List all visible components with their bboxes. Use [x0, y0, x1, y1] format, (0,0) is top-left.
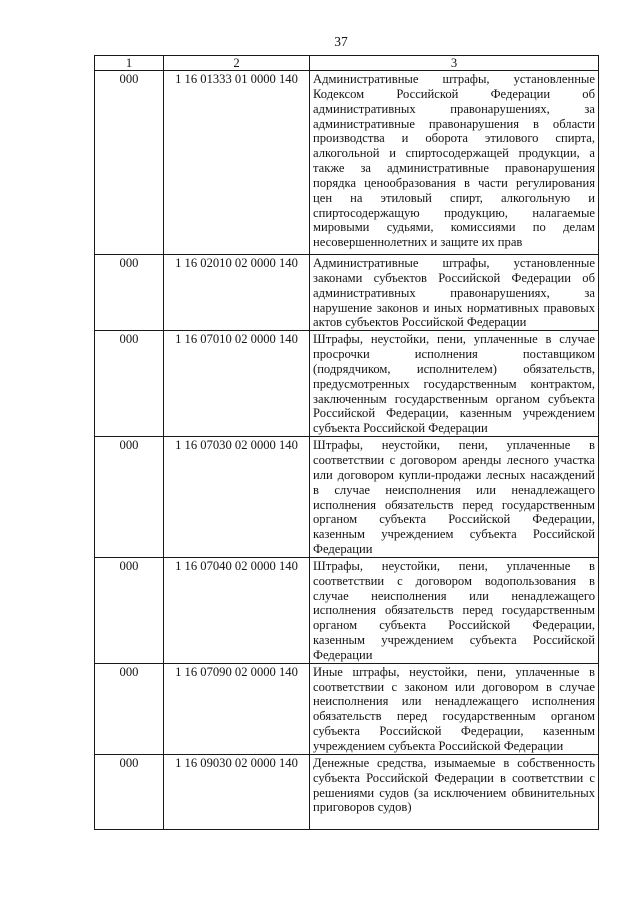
description-line: административных правонарушениях, за: [313, 285, 595, 300]
description-line: несовершеннолетних и защите их прав: [313, 235, 523, 250]
description-line: административных правонарушениях, за: [313, 101, 595, 116]
description-line: Иные штрафы, неустойки, пени, уплаченные в: [313, 664, 595, 679]
description-line: субъекта Российской Федерации, казенным: [313, 724, 595, 739]
description-line: соответствии с договором водопользования в: [313, 573, 595, 588]
description-line: неисполнения или ненадлежащего исполнения: [313, 694, 595, 709]
description-line: соответствии с законом или договором в случае: [313, 679, 595, 694]
description-line: в случае неисполнения или ненадлежащего: [313, 482, 595, 497]
description-line: Федерации: [313, 647, 373, 662]
table-row: [95, 255, 599, 331]
description-line: органом субъекта Российской Федерации,: [313, 512, 595, 527]
budget-classification-code-cell: 1 16 07030 02 0000 140: [164, 437, 310, 558]
table-row: [95, 437, 599, 558]
table-row: [95, 663, 599, 754]
budget-classification-code-cell: 1 16 01333 01 0000 140: [164, 71, 310, 255]
description-line: субъекта Российской Федерации: [313, 421, 488, 436]
description-line: Административные штрафы, установленные: [313, 256, 595, 270]
admin-code-cell: 000: [95, 331, 164, 437]
description-line: учреждением субъекта Российской Федерации: [313, 739, 564, 753]
admin-code-cell: 000: [95, 437, 164, 558]
description-line: также за административные правонарушения: [313, 161, 595, 176]
description-line: спиртосодержащую продукцию, налагаемые: [313, 205, 595, 220]
column-header-1: 1: [95, 56, 164, 71]
description-line: приговоров судов): [313, 800, 412, 815]
page-number: 37: [334, 34, 348, 49]
description-cell: [310, 557, 599, 663]
description-line: субъекта Российской Федерации в соответствии с: [313, 770, 595, 785]
description-line: исполнения обязательств перед государственным: [313, 603, 595, 618]
description-line: заключенным государственным органом субъекта: [313, 391, 595, 406]
table-row: [95, 754, 599, 829]
description-line: предусмотренных государственным контрактом,: [313, 376, 595, 391]
description-line: казенным учреждением субъекта Российской: [313, 633, 595, 648]
admin-code-cell: 000: [95, 255, 164, 331]
description-line: нарушение законов и иных нормативных правовых: [313, 300, 595, 315]
description-line: производства и оборота этилового спирта,: [313, 131, 595, 146]
description-line: административные правонарушения в области: [313, 116, 595, 131]
table-header: [95, 56, 599, 71]
budget-codes-table: [94, 55, 599, 830]
budget-classification-code-cell: 1 16 07010 02 0000 140: [164, 331, 310, 437]
column-header-2: 2: [164, 56, 310, 71]
description-line: мировыми судьями, комиссиями по делам: [313, 220, 595, 235]
description-line: случае неисполнения или ненадлежащего: [313, 588, 595, 603]
description-line: (подрядчиком, исполнителем) обязательств,: [313, 361, 595, 376]
table-body: [95, 71, 599, 830]
admin-code-cell: 000: [95, 754, 164, 829]
description-line: Денежные средства, изымаемые в собственность: [313, 755, 595, 770]
description-line: или договором купли-продажи лесных насаждений: [313, 467, 595, 482]
description-line: Российской Федерации, казенным учреждением: [313, 406, 595, 421]
budget-classification-code-cell: 1 16 09030 02 0000 140: [164, 754, 310, 829]
description-line: порядка ценообразования в части регулирования: [313, 175, 595, 190]
description-line: Административные штрафы, установленные: [313, 72, 595, 86]
budget-classification-code-cell: 1 16 07090 02 0000 140: [164, 663, 310, 754]
description-cell: [310, 437, 599, 558]
description-line: Федерации: [313, 542, 373, 557]
description-line: решениями судов (за исключением обвинительных: [313, 785, 595, 800]
description-line: законами субъектов Российской Федерации об: [313, 270, 595, 285]
description-line: актов субъектов Российской Федерации: [313, 315, 527, 330]
description-cell: [310, 71, 599, 255]
table-row: [95, 331, 599, 437]
budget-classification-code-cell: 1 16 02010 02 0000 140: [164, 255, 310, 331]
description-line: соответствии с договором аренды лесного участка: [313, 452, 595, 467]
description-cell: [310, 663, 599, 754]
admin-code-cell: 000: [95, 71, 164, 255]
description-cell: [310, 754, 599, 829]
description-line: казенным учреждением субъекта Российской: [313, 527, 595, 542]
table-row: [95, 71, 599, 255]
table-header-row: [95, 56, 599, 71]
admin-code-cell: 000: [95, 663, 164, 754]
description-line: обязательств перед государственным органом: [313, 709, 595, 724]
description-line: цен на этиловый спирт, алкогольную и: [313, 190, 595, 205]
description-line: Кодексом Российской Федерации об: [313, 86, 595, 101]
description-line: Штрафы, неустойки, пени, уплаченные в: [313, 558, 595, 573]
table-row: [95, 557, 599, 663]
description-line: алкогольной и спиртосодержащей продукции, а: [313, 146, 595, 161]
column-header-3: 3: [310, 56, 599, 71]
description-line: просрочки исполнения поставщиком: [313, 347, 595, 362]
budget-classification-code-cell: 1 16 07040 02 0000 140: [164, 557, 310, 663]
description-line: исполнения обязательств перед государственным: [313, 497, 595, 512]
admin-code-cell: 000: [95, 557, 164, 663]
description-cell: [310, 331, 599, 437]
description-line: Штрафы, неустойки, пени, уплаченные в: [313, 438, 595, 453]
description-line: органом субъекта Российской Федерации,: [313, 618, 595, 633]
description-cell: [310, 255, 599, 331]
description-line: Штрафы, неустойки, пени, уплаченные в случае: [313, 332, 595, 347]
